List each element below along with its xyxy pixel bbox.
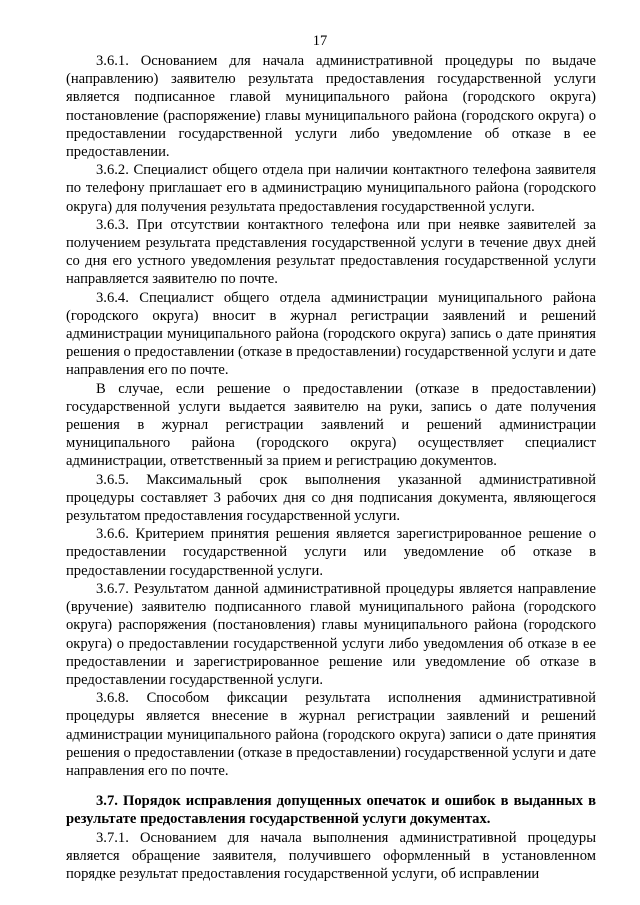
paragraph-3-6-1: 3.6.1. Основанием для начала административной процедуры по выдаче (направлению) заявителю результата предоставления государственной услуги является подписанное главой муниципального района (городского округа) постановление (распоряжение) главы муниципального района (городского округа) о предоставлении государственной услуги либо уведомление об отказе в ее предоставлении. [66, 53, 596, 161]
page-number: 17 [312, 33, 328, 49]
paragraph-3-6-4-note: В случае, если решение о предоставлении (отказе в предоставлении) государственной услуги выдается заявителю на руки, запись о дате получения решения в журнал регистрации заявлений и решений администрации муниципального района (городского округа) осуществляет специалист администрации, ответственный за прием и регистрацию документов. [66, 380, 596, 470]
paragraph-3-6-6: 3.6.6. Критерием принятия решения является зарегистрированное решение о предоставлении государственной услуги или уведомление об отказе в предоставлении государственной услуги. [66, 526, 596, 579]
document-body [66, 52, 596, 883]
paragraph-3-6-3: 3.6.3. При отсутствии контактного телефона или при неявке заявителей за получением результата представления государственной услуги в течение двух дней со дня его устного уведомления результат предоставления государственной услуги направляется заявителю по почте. [66, 216, 596, 288]
paragraph-3-7-1: 3.7.1. Основанием для начала выполнения административной процедуры является обращение заявителя, получившего оформленный в установленном порядке результат предоставления государственной услуги, об исправлении [66, 829, 596, 882]
paragraph-3-6-5: 3.6.5. Максимальный срок выполнения указанной административной процедуры составляет 3 рабочих дня со дня подписания документа, являющегося результатом предоставления государственной услуги. [66, 471, 596, 525]
paragraph-3-6-4: 3.6.4. Специалист общего отдела администрации муниципального района (городского округа) вносит в журнал регистрации заявлений и решений администрации муниципального района (городского округа) запись о дате принятия решения о предоставлении (отказе в предоставлении) государственной услуги и дате направления его по почте. [66, 289, 596, 379]
paragraph-3-6-2: 3.6.2. Специалист общего отдела при наличии контактного телефона заявителя по телефону приглашает его в администрацию муниципального района (городского округа) для получения результата предоставления государственной услуги. [66, 162, 596, 215]
paragraph-3-6-8: 3.6.8. Способом фиксации результата исполнения административной процедуры является внесение в журнал регистрации заявлений и решений администрации муниципального района (городского округа) записи о дате принятия решения о предоставлении (отказе в предоставлении) государственной услуги и дате направления его по почте. [66, 690, 596, 779]
paragraph-3-6-7: 3.6.7. Результатом данной административной процедуры является направление (вручение) заявителю подписанного главой муниципального района (городского округа) распоряжения (постановления) главы муниципального района (городского округа) о предоставлении государственной услуги либо уведомления об отказе в ее предоставлении и зарегистрированное решение или уведомление об отказе в предоставлении государственной услуги. [66, 580, 596, 688]
section-heading-3-7: 3.7. Порядок исправления допущенных опечаток и ошибок в выданных в результате предоставления государственной услуги документах. [66, 793, 596, 828]
